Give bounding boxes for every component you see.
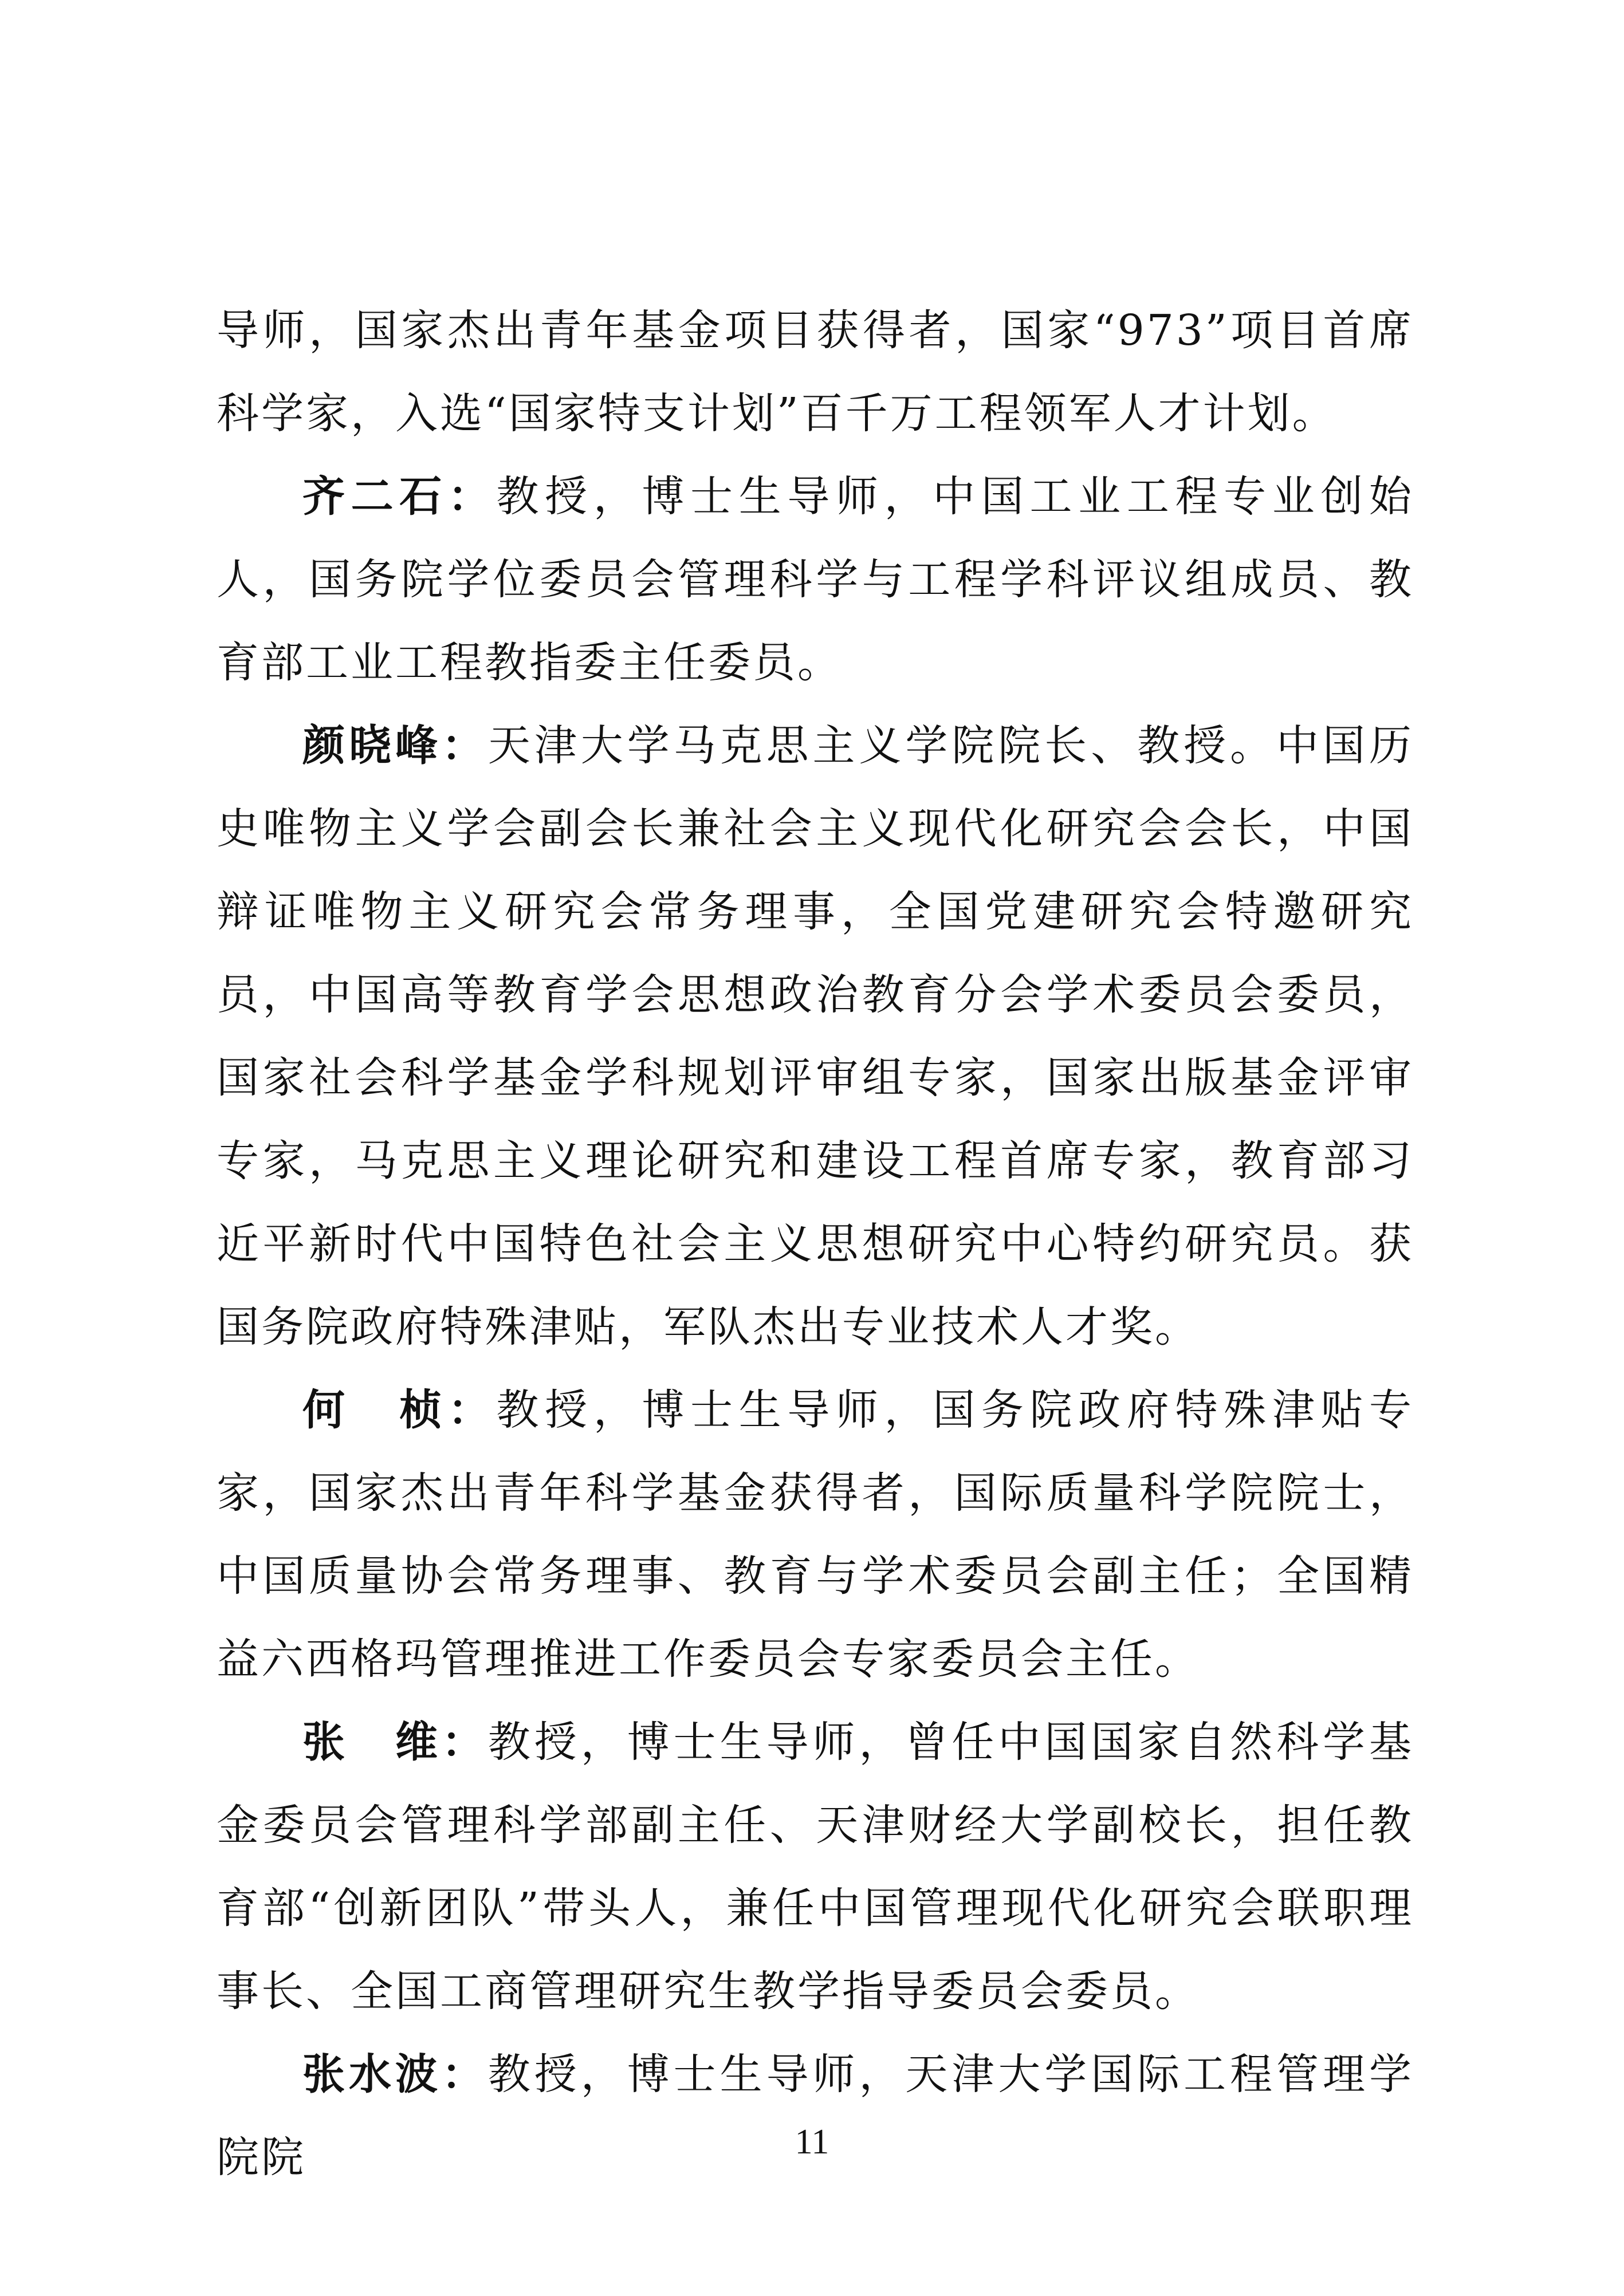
continuation-paragraph: 导师，国家杰出青年基金项目获得者，国家“973”项目首席科学家，入选“国家特支计划”百千万工程领军人才计划。 [217, 306, 1414, 438]
entry-paragraph-zhang-wei [217, 1701, 1414, 2033]
entry-paragraph-qi-ershi [217, 455, 1414, 704]
entry-paragraph-yan-xiaofeng [217, 704, 1414, 1369]
entry-name: 张水波： [302, 2050, 488, 2099]
entry-name: 颜晓峰： [302, 721, 488, 770]
entry-name: 齐二石： [302, 472, 497, 521]
page-number: 11 [795, 2122, 829, 2161]
entry-text: 教授，博士生导师，国务院政府特殊津贴专家，国家杰出青年科学基金获得者，国际质量科学院院士，中国质量协会常务理事、教育与学术委员会副主任；全国精益六西格玛管理推进工作委员会专家委员会主任。 [217, 1385, 1414, 1684]
entry-text: 教授，博士生导师，天津大学国际工程管理学院院 [217, 2050, 1414, 2182]
entry-text: 教授，博士生导师，中国工业工程专业创始人，国务院学位委员会管理科学与工程学科评议组成员、教育部工业工程教指委主任委员。 [217, 472, 1414, 687]
document-body [217, 289, 1414, 2199]
entry-paragraph-zhang-shuibo [217, 2033, 1414, 2199]
entry-name: 张 维： [302, 1718, 488, 1767]
entry-paragraph-he-zhen [217, 1369, 1414, 1701]
entry-text: 天津大学马克思主义学院院长、教授。中国历史唯物主义学会副会长兼社会主义现代化研究会会长，中国辩证唯物主义研究会常务理事，全国党建研究会特邀研究员，中国高等教育学会思想政治教育分会学术委员会委员，国家社会科学基金学科规划评审组专家，国家出版基金评审专家，马克思主义理论研究和建设工程首席专家，教育部习近平新时代中国特色社会主义思想研究中心特约研究员。获国务院政府特殊津贴，军队杰出专业技术人才奖。 [217, 721, 1414, 1352]
entry-name: 何 桢： [302, 1385, 497, 1435]
entry-text: 教授，博士生导师，曾任中国国家自然科学基金委员会管理科学部副主任、天津财经大学副校长，担任教育部“创新团队”带头人，兼任中国管理现代化研究会联职理事长、全国工商管理研究生教学指导委员会委员。 [217, 1718, 1414, 2016]
